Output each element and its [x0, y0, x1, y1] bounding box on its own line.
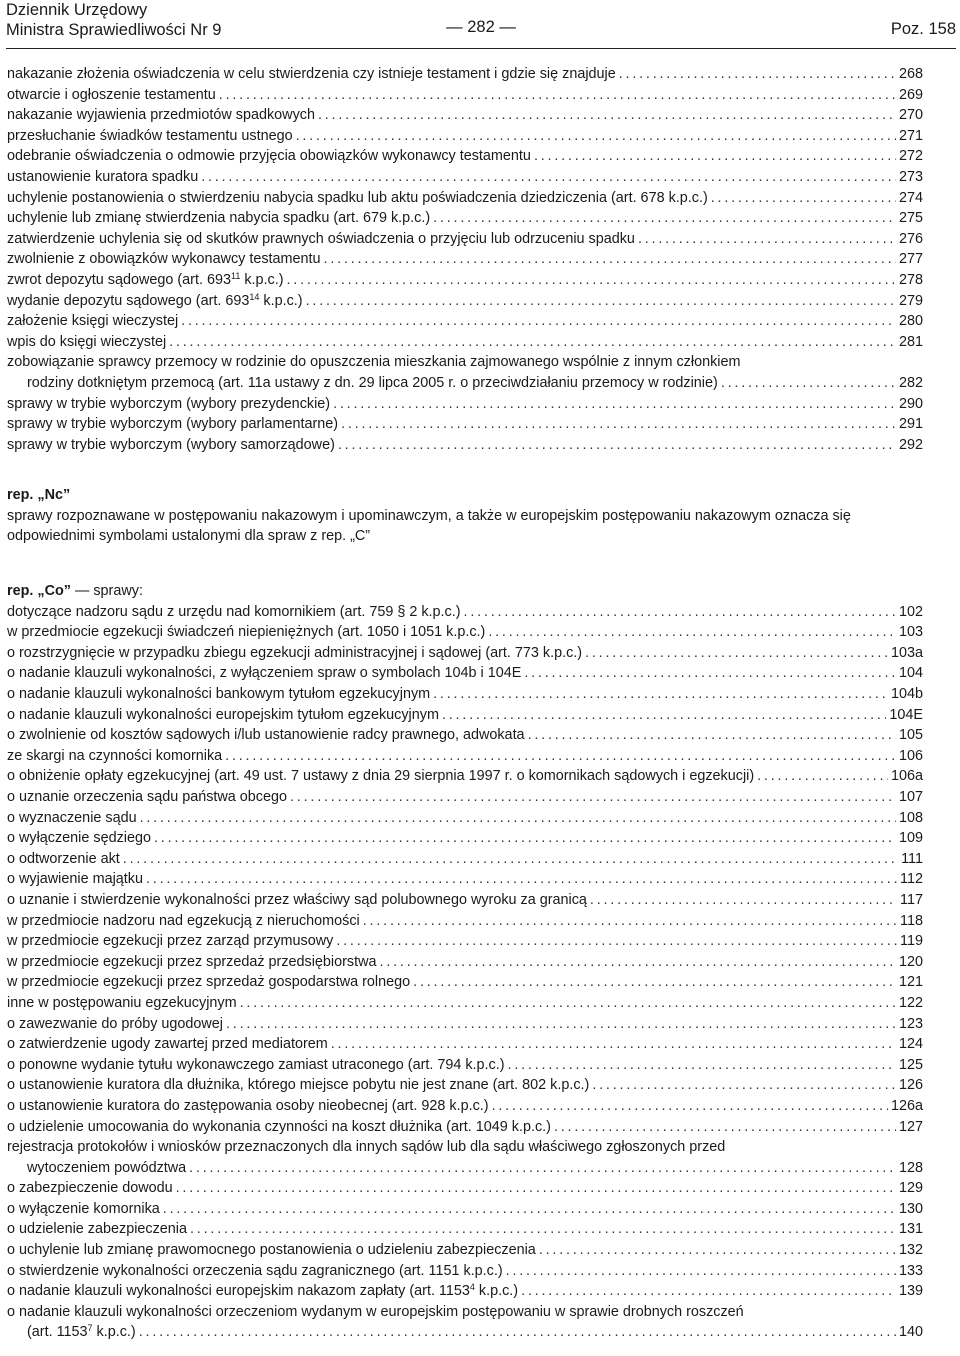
- entry-number: 107: [898, 789, 923, 805]
- entry-text: o zwolnienie od kosztów sądowych i/lub ustanowienie radcy prawnego, adwokata: [7, 727, 525, 744]
- index-entry: [7, 352, 923, 393]
- leader-dots: [721, 373, 896, 394]
- entry-text: o ustanowienie kuratora dla dłużnika, którego miejsce pobytu nie jest znane (art. 802 k.p.c.): [7, 1077, 590, 1094]
- entry-text: uchylenie lub zmianę stwierdzenia nabycia spadku (art. 679 k.p.c.): [7, 210, 431, 227]
- index-entry: [7, 105, 923, 126]
- entry-text: o ponowne wydanie tytułu wykonawczego zamiast utraconego (art. 794 k.p.c.): [7, 1056, 505, 1073]
- entry-number: 291: [898, 416, 923, 433]
- index-entry: [7, 332, 923, 353]
- leader-dots: [711, 188, 896, 209]
- leader-dots: [488, 622, 896, 643]
- index-entry: [7, 808, 923, 829]
- leader-dots: [190, 1219, 896, 1240]
- leader-dots: [521, 1281, 896, 1302]
- entry-text-line2: [27, 1322, 136, 1343]
- entry-text: sprawy w trybie wyborczym (wybory samorządowe): [7, 436, 335, 453]
- index-entry: [7, 828, 923, 849]
- leader-dots: [333, 394, 896, 415]
- index-entry: [7, 414, 923, 435]
- leader-dots: [290, 787, 896, 808]
- leader-dots: [506, 1261, 896, 1282]
- entry-text: w przedmiocie egzekucji przez sprzedaż gospodarstwa rolnego: [7, 974, 411, 991]
- journal-title-line1: Dziennik Urzędowy: [6, 1, 148, 19]
- index-entry: [7, 1261, 923, 1282]
- entry-text: nakazanie wyjawienia przedmiotów spadkowych: [7, 107, 315, 124]
- entry-number: 277: [898, 251, 923, 268]
- entry-number: 272: [898, 148, 923, 165]
- index-entry: [7, 1014, 923, 1035]
- entry-text-line1: zobowiązanie sprawcy przemocy w rodzinie do opuszczenia mieszkania zajmowanego wspólnie z innym członkiem: [7, 354, 741, 371]
- entry-text-line2-row: [7, 1158, 923, 1179]
- entry-text: o udzielenie umocowania do wykonania czynności na koszt dłużnika (art. 1049 k.p.c.): [7, 1118, 551, 1135]
- entry-text: ustanowienie kuratora spadku: [7, 168, 199, 185]
- leader-dots: [554, 1117, 896, 1138]
- entry-number: 132: [898, 1242, 923, 1259]
- entry-number: 121: [898, 974, 923, 991]
- index-list-section-2: [7, 602, 923, 1343]
- index-entry: [7, 64, 923, 85]
- index-entry: [7, 787, 923, 808]
- index-entry: [7, 890, 923, 911]
- entry-number: 275: [898, 210, 923, 227]
- leader-dots: [324, 249, 896, 270]
- leader-dots: [287, 270, 896, 291]
- entry-text: przesłuchanie świadków testamentu ustnego: [7, 127, 293, 144]
- leader-dots: [336, 931, 897, 952]
- leader-dots: [296, 126, 896, 147]
- entry-number: 268: [898, 66, 923, 82]
- entry-text: wpis do księgi wieczystej: [7, 333, 167, 350]
- entry-number: 280: [898, 313, 923, 330]
- entry-text: o uchylenie lub zmianę prawomocnego postanowienia o udzieleniu zabezpieczenia: [7, 1242, 536, 1259]
- entry-number: 117: [900, 891, 923, 908]
- index-entry: [7, 643, 923, 664]
- entry-number: 104E: [889, 706, 923, 723]
- entry-text: o ustanowienie kuratora do zastępowania osoby nieobecnej (art. 928 k.p.c.): [7, 1097, 489, 1114]
- nc-section: [7, 485, 923, 547]
- entry-number: 131: [898, 1221, 923, 1238]
- entry-text: o nadanie klauzuli wykonalności europejskim tytułom egzekucyjnym: [7, 706, 439, 723]
- leader-dots: [306, 291, 896, 312]
- index-entry: [7, 126, 923, 147]
- leader-dots: [464, 602, 896, 623]
- entry-text: o rozstrzygnięcie w przypadku zbiegu egzekucji administracyjnej i sądowej (art. 773 k.p.c.): [7, 644, 583, 661]
- entry-number: 103: [898, 624, 923, 641]
- entry-text: sprawy w trybie wyborczym (wybory parlamentarne): [7, 416, 339, 433]
- index-entry: [7, 167, 923, 188]
- index-entry: [7, 746, 923, 767]
- entry-text: sprawy w trybie wyborczym (wybory prezydenckie): [7, 395, 331, 412]
- index-entry: [7, 952, 923, 973]
- entry-number: 276: [898, 230, 923, 247]
- entry-number: 269: [898, 86, 923, 103]
- index-entry: [7, 684, 923, 705]
- entry-text: o uznanie i stwierdzenie wykonalności przez właściwy sąd polubownego wyroku za granicą: [7, 891, 587, 908]
- index-entry: [7, 1240, 923, 1261]
- entry-number: 271: [898, 127, 923, 144]
- entry-text: założenie księgi wieczystej: [7, 313, 179, 330]
- index-entry: [7, 766, 923, 787]
- index-entry: [7, 849, 923, 870]
- index-entry: [7, 663, 923, 684]
- nc-paragraph: sprawy rozpoznawane w postępowaniu nakazowym i upominawczym, a także w europejskim postępowaniu nakazowym oznacza się odpowiednimi symbolami ustalonymi dla spraw z rep. „C”: [7, 507, 851, 545]
- entry-number: 120: [898, 953, 923, 970]
- index-entry: [7, 869, 923, 890]
- entry-text: w przedmiocie egzekucji przez zarząd przymusowy: [7, 933, 334, 950]
- entry-number: 111: [901, 850, 923, 867]
- index-entry: [7, 435, 923, 456]
- index-entry: [7, 1219, 923, 1240]
- page-header: [6, 0, 956, 49]
- index-entry: [7, 1281, 923, 1302]
- entry-number: 109: [898, 830, 923, 847]
- index-entry: [7, 1075, 923, 1096]
- leader-dots: [163, 1199, 896, 1220]
- leader-dots: [585, 643, 888, 664]
- entry-number: 140: [898, 1324, 923, 1341]
- entry-superscript: 14: [249, 291, 260, 302]
- entry-number: 106a: [890, 768, 923, 785]
- leader-dots: [219, 85, 896, 106]
- leader-dots: [433, 684, 888, 705]
- entry-number: 279: [898, 292, 923, 309]
- index-entry: [7, 1199, 923, 1220]
- index-entry: [7, 705, 923, 726]
- entry-text-part: k.p.c.): [259, 292, 303, 309]
- entry-number: 133: [898, 1262, 923, 1279]
- entry-number: 282: [898, 374, 923, 391]
- leader-dots: [363, 911, 897, 932]
- entry-number: 119: [900, 933, 923, 950]
- entry-text-part: k.p.c.): [240, 271, 284, 288]
- entry-text: zatwierdzenie uchylenia się od skutków prawnych oświadczenia o przyjęciu lub odrzuceniu spadku: [7, 230, 635, 247]
- index-entry: [7, 622, 923, 643]
- leader-dots: [123, 849, 898, 870]
- leader-dots: [534, 146, 896, 167]
- entry-text: [7, 291, 303, 312]
- index-entry: [7, 1137, 923, 1178]
- entry-text: dotyczące nadzoru sądu z urzędu nad komornikiem (art. 759 § 2 k.p.c.): [7, 603, 461, 620]
- leader-dots: [169, 332, 896, 353]
- entry-text: o udzielenie zabezpieczenia: [7, 1221, 188, 1238]
- entry-text-line2: wytoczeniem powództwa: [27, 1159, 187, 1176]
- entry-number: 126a: [890, 1097, 923, 1114]
- position-number: Poz. 158: [890, 20, 956, 38]
- entry-text-part: wydanie depozytu sądowego (art. 693: [7, 292, 250, 309]
- document-body: [7, 64, 923, 1343]
- entry-text-line1: o nadanie klauzuli wykonalności orzeczeniom wydanym w europejskim postępowaniu w sprawie drobnych roszczeń: [7, 1303, 744, 1320]
- leader-dots: [433, 208, 896, 229]
- leader-dots: [539, 1240, 896, 1261]
- entry-number: 105: [898, 727, 923, 744]
- entry-number: 108: [898, 809, 923, 826]
- entry-text: odebranie oświadczenia o odmowie przyjęcia obowiązków wykonawcy testamentu: [7, 148, 531, 165]
- entry-text: otwarcie i ogłoszenie testamentu: [7, 86, 216, 103]
- entry-number: 126: [898, 1077, 923, 1094]
- entry-number: 122: [898, 994, 923, 1011]
- index-entry: [7, 725, 923, 746]
- entry-text-part: zwrot depozytu sądowego (art. 693: [7, 271, 231, 288]
- co-heading-suffix: — sprawy:: [70, 583, 143, 600]
- entry-number: 130: [898, 1200, 923, 1217]
- entry-superscript: 4: [469, 1282, 475, 1293]
- leader-dots: [225, 746, 896, 767]
- entry-number: 125: [898, 1056, 923, 1073]
- index-entry: [7, 85, 923, 106]
- index-entry: [7, 1055, 923, 1076]
- nc-heading: rep. „Nc”: [7, 487, 71, 504]
- index-entry: [7, 1302, 923, 1343]
- entry-text: w przedmiocie nadzoru nad egzekucją z nieruchomości: [7, 912, 360, 929]
- leader-dots: [318, 105, 896, 126]
- leader-dots: [619, 64, 896, 85]
- entry-number: 274: [898, 189, 923, 206]
- entry-text: o stwierdzenie wykonalności orzeczenia sądu zagranicznego (art. 1151 k.p.c.): [7, 1262, 503, 1279]
- entry-text-part: k.p.c.): [92, 1324, 136, 1341]
- entry-text-part: k.p.c.): [474, 1283, 519, 1300]
- co-heading-line: [7, 581, 923, 602]
- leader-dots: [592, 1075, 896, 1096]
- index-entry: [7, 270, 923, 291]
- leader-dots: [189, 1158, 896, 1179]
- index-entry: [7, 911, 923, 932]
- leader-dots: [338, 435, 896, 456]
- entry-number: 273: [898, 168, 923, 185]
- entry-number: 103a: [890, 644, 923, 661]
- index-entry: [7, 1117, 923, 1138]
- index-entry: [7, 208, 923, 229]
- entry-text: [7, 270, 284, 291]
- co-section: [7, 581, 923, 1343]
- entry-text: uchylenie postanowienia o stwierdzeniu nabycia spadku lub aktu poświadczenia dziedziczenia (art. 678 k.p.c.): [7, 189, 708, 206]
- page-number: — 282 —: [446, 18, 516, 36]
- entry-text-line1: rejestracja protokołów i wniosków przeznaczonych dla innych sądów lub dla sądu właściwego zgłoszonych przed: [7, 1139, 726, 1156]
- entry-text: o odtworzenie akt: [7, 850, 120, 867]
- entry-text: [7, 1281, 518, 1302]
- leader-dots: [492, 1096, 888, 1117]
- entry-number: 290: [898, 395, 923, 412]
- entry-text: w przedmiocie egzekucji świadczeń niepieniężnych (art. 1050 i 1051 k.p.c.): [7, 624, 486, 641]
- entry-text: o wyłączenie sędziego: [7, 830, 151, 847]
- leader-dots: [140, 808, 896, 829]
- entry-text-part: (art. 1153: [27, 1324, 88, 1341]
- index-entry: [7, 1096, 923, 1117]
- entry-text: o wyłączenie komornika: [7, 1200, 160, 1217]
- leader-dots: [146, 869, 897, 890]
- entry-text: o wyznaczenie sądu: [7, 809, 137, 826]
- entry-text: o wyjawienie majątku: [7, 871, 143, 888]
- index-entry: [7, 931, 923, 952]
- entry-number: 118: [900, 912, 923, 929]
- index-entry: [7, 229, 923, 250]
- entry-number: 270: [898, 107, 923, 124]
- entry-superscript: 11: [230, 270, 241, 281]
- index-entry: [7, 1034, 923, 1055]
- entry-text-line2-row: [7, 373, 923, 394]
- entry-text-part: o nadanie klauzuli wykonalności europejskim nakazom zapłaty (art. 1153: [7, 1283, 470, 1300]
- index-entry: [7, 993, 923, 1014]
- leader-dots: [240, 993, 896, 1014]
- index-entry: [7, 394, 923, 415]
- entry-superscript: 7: [87, 1323, 93, 1334]
- leader-dots: [524, 663, 896, 684]
- entry-text: zwolnienie z obowiązków wykonawcy testamentu: [7, 251, 321, 268]
- index-entry: [7, 972, 923, 993]
- entry-number: 281: [898, 333, 923, 350]
- leader-dots: [590, 890, 897, 911]
- leader-dots: [442, 705, 886, 726]
- entry-text: o uznanie orzeczenia sądu państwa obcego: [7, 789, 288, 805]
- leader-dots: [757, 766, 888, 787]
- entry-number: 127: [898, 1118, 923, 1135]
- entry-text: ze skargi na czynności komornika: [7, 747, 223, 764]
- entry-number: 278: [898, 271, 923, 288]
- entry-number: 102: [898, 603, 923, 620]
- leader-dots: [380, 952, 896, 973]
- entry-text: nakazanie złożenia oświadczenia w celu stwierdzenia czy istnieje testament i gdzie się znajduje: [7, 66, 616, 82]
- index-list-section-1: [7, 64, 923, 455]
- entry-text: w przedmiocie egzekucji przez sprzedaż przedsiębiorstwa: [7, 953, 377, 970]
- index-entry: [7, 249, 923, 270]
- entry-number: 104: [898, 665, 923, 682]
- index-entry: [7, 188, 923, 209]
- leader-dots: [413, 972, 896, 993]
- entry-text: o obniżenie opłaty egzekucyjnej (art. 49 ust. 7 ustawy z dnia 29 sierpnia 1997 r. o komornikach sądowych i egzekucji): [7, 768, 755, 785]
- entry-text: o nadanie klauzuli wykonalności, z wyłączeniem spraw o symbolach 104b i 104E: [7, 665, 522, 682]
- entry-text-line2: rodziny dotkniętym przemocą (art. 11a ustawy z dn. 29 lipca 2005 r. o przeciwdziałaniu przemocy w rodzinie): [27, 374, 718, 391]
- leader-dots: [331, 1034, 896, 1055]
- entry-text: o zatwierdzenie ugody zawartej przed mediatorem: [7, 1036, 328, 1053]
- co-heading: rep. „Co”: [7, 583, 71, 600]
- entry-number: 104b: [890, 686, 923, 703]
- entry-number: 129: [898, 1180, 923, 1197]
- entry-text-line2-row: [7, 1322, 923, 1343]
- entry-text: inne w postępowaniu egzekucyjnym: [7, 994, 237, 1011]
- entry-text: o nadanie klauzuli wykonalności bankowym tytułom egzekucyjnym: [7, 686, 431, 703]
- entry-number: 139: [898, 1283, 923, 1300]
- index-entry: [7, 146, 923, 167]
- index-entry: [7, 291, 923, 312]
- leader-dots: [341, 414, 896, 435]
- leader-dots: [638, 229, 896, 250]
- entry-number: 123: [898, 1015, 923, 1032]
- leader-dots: [139, 1322, 896, 1343]
- index-entry: [7, 602, 923, 623]
- entry-text: o zawezwanie do próby ugodowej: [7, 1015, 224, 1032]
- index-entry: [7, 1178, 923, 1199]
- index-entry: [7, 311, 923, 332]
- leader-dots: [181, 311, 896, 332]
- leader-dots: [154, 828, 896, 849]
- entry-text: o zabezpieczenie dowodu: [7, 1180, 173, 1197]
- journal-title-line2: Ministra Sprawiedliwości Nr 9: [6, 21, 222, 39]
- leader-dots: [508, 1055, 896, 1076]
- entry-number: 124: [898, 1036, 923, 1053]
- leader-dots: [176, 1178, 896, 1199]
- leader-dots: [528, 725, 896, 746]
- leader-dots: [226, 1014, 896, 1035]
- entry-number: 112: [900, 871, 923, 888]
- entry-number: 106: [898, 747, 923, 764]
- entry-number: 292: [898, 436, 923, 453]
- entry-number: 128: [898, 1159, 923, 1176]
- leader-dots: [201, 167, 896, 188]
